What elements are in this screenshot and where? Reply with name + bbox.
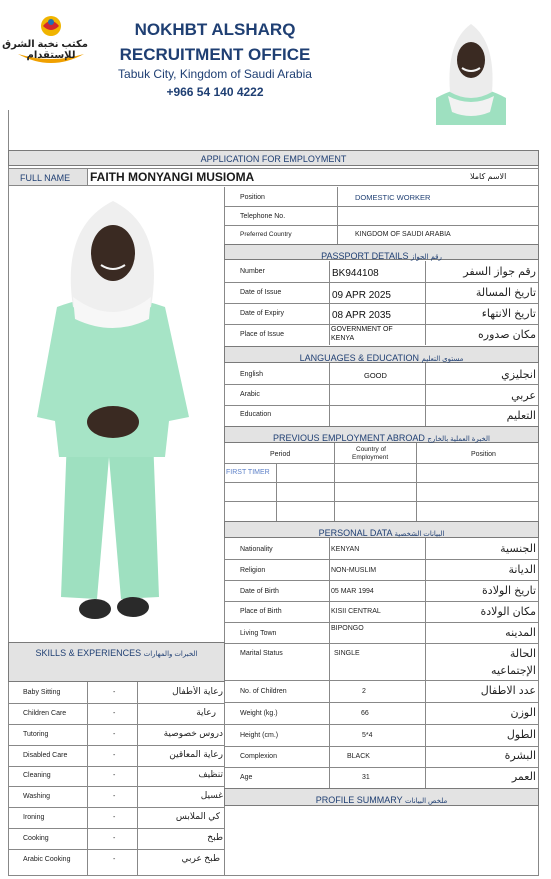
- country-header-2: Employment: [352, 454, 389, 461]
- skill-ironing-ar: كي الملابس: [175, 811, 220, 821]
- company-phone: +966 54 140 4222: [166, 85, 264, 99]
- nationality-label: Nationality: [240, 546, 273, 553]
- skill-tutoring-ar: دروس خصوصية: [163, 728, 223, 738]
- skill-cleaning-label: Cleaning: [23, 772, 51, 779]
- personal-title-text: PERSONAL DATA: [318, 528, 392, 538]
- skill-cooking-label: Cooking: [23, 835, 49, 842]
- english-value: GOOD: [364, 371, 387, 380]
- skill-arabic-cooking-ar: طبخ عربي: [181, 853, 220, 863]
- arabic-label: Arabic: [240, 391, 260, 398]
- age-label: Age: [240, 774, 253, 781]
- arabic-ar: عربي: [511, 390, 536, 402]
- skill-arabic-cooking-value: -: [113, 856, 116, 863]
- skill-washing-label: Washing: [23, 793, 50, 800]
- nationality-value: KENYAN: [331, 546, 360, 553]
- expiry-date-value: 08 APR 2035: [332, 310, 391, 321]
- place-of-issue-label: Place of Issue: [240, 331, 284, 338]
- issue-date-value: 09 APR 2025: [332, 290, 391, 301]
- english-label: English: [240, 371, 263, 378]
- preferred-country-value: KINGDOM OF SAUDI ARABIA: [355, 231, 451, 238]
- skill-disabled-care-ar: رعاية المعاقين: [169, 749, 223, 759]
- full-name-label: FULL NAME: [20, 173, 71, 183]
- profile-summary-title: [224, 788, 539, 806]
- place-of-issue-value-2: KENYA: [331, 335, 355, 342]
- languages-title: [224, 346, 539, 363]
- children-label: No. of Children: [240, 688, 287, 695]
- logo-subtext-ar: للإستقدام: [26, 50, 76, 61]
- living-town-label: Living Town: [240, 630, 277, 637]
- weight-value: 66: [361, 710, 369, 717]
- weight-label: Weight (kg.): [240, 710, 278, 717]
- skill-cleaning-ar: تنظيف: [198, 769, 223, 779]
- passport-number-label: Number: [240, 268, 265, 275]
- religion-label: Religion: [240, 567, 266, 574]
- passport-title: [224, 244, 539, 260]
- complexion-ar: البشرة: [504, 750, 536, 762]
- expiry-date-label: Date of Expiry: [240, 310, 284, 317]
- personal-title: [224, 521, 539, 538]
- employment-title-text: PREVIOUS EMPLOYMENT ABROAD: [273, 433, 425, 443]
- skill-washing-value: -: [113, 793, 116, 800]
- portrait-small: [418, 12, 524, 125]
- skill-baby-sitting-value: -: [113, 689, 116, 696]
- logo-text-ar: مكتب نخبة الشرق: [2, 39, 88, 50]
- skill-disabled-care-label: Disabled Care: [23, 752, 68, 759]
- age-value: 31: [362, 774, 370, 781]
- pob-value: KISII CENTRAL: [331, 608, 381, 615]
- marital-status-ar-1: الحالة: [509, 648, 536, 660]
- passport-number-ar: رقم جواز السفر: [463, 266, 536, 278]
- skill-tutoring-label: Tutoring: [23, 731, 49, 738]
- passport-title-text: PASSPORT DETAILS: [321, 251, 409, 261]
- skill-disabled-care-value: -: [113, 752, 116, 759]
- skill-children-care-value: -: [113, 710, 116, 717]
- education-ar: التعليم: [506, 410, 536, 422]
- passport-title-ar: رقم الجواز: [411, 254, 442, 261]
- place-of-issue-ar: مكان صدوره: [478, 329, 536, 341]
- personal-title-ar: البيانات الشخصية: [394, 531, 445, 538]
- profile-summary-title-ar: ملخص البيانات: [404, 798, 448, 805]
- skill-washing-ar: غسيل: [200, 790, 223, 800]
- form-title-text: APPLICATION FOR EMPLOYMENT: [200, 154, 347, 164]
- pob-ar: مكان الولادة: [480, 606, 536, 618]
- weight-ar: الوزن: [510, 707, 536, 719]
- company-city: Tabuk City, Kingdom of Saudi Arabia: [118, 67, 312, 81]
- applicant-photo-icon: [9, 187, 223, 642]
- skills-title: [8, 642, 225, 682]
- complexion-label: Complexion: [240, 753, 277, 760]
- pob-label: Place of Birth: [240, 608, 282, 615]
- issue-date-ar: تاريخ المسالة: [475, 287, 536, 299]
- skill-ironing-value: -: [113, 814, 116, 821]
- skill-cleaning-value: -: [113, 772, 116, 779]
- marital-status-value: SINGLE: [334, 650, 360, 657]
- dob-value: 05 MAR 1994: [331, 588, 374, 595]
- place-of-issue-value-1: GOVERNMENT OF: [331, 326, 393, 333]
- full-name-label-ar: الاسم كاملا: [470, 172, 507, 181]
- profile-summary-title-text: PROFILE SUMMARY: [315, 795, 403, 805]
- company-subtitle: RECRUITMENT OFFICE: [119, 45, 311, 64]
- full-name-value: FAITH MONYANGI MUSIOMA: [90, 170, 255, 184]
- country-header-1: Country of: [356, 446, 386, 453]
- height-value: 5*4: [362, 732, 373, 739]
- period-header: Period: [270, 451, 291, 458]
- position-label: Position: [240, 194, 265, 201]
- full-body-photo: [9, 187, 223, 642]
- skill-tutoring-value: -: [113, 731, 116, 738]
- skill-children-care-ar: رعاية: [196, 707, 216, 717]
- skill-children-care-label: Children Care: [23, 710, 67, 717]
- age-ar: العمر: [511, 771, 536, 783]
- skill-ironing-label: Ironing: [23, 814, 45, 821]
- portrait-photo-icon: [418, 12, 524, 125]
- passport-number-value: BK944108: [332, 268, 379, 279]
- living-town-ar: المدينه: [505, 627, 536, 639]
- company-logo: [2, 14, 90, 66]
- employment-title: [224, 426, 539, 443]
- height-label: Height (cm.): [240, 732, 279, 739]
- position-header: Position: [471, 451, 496, 458]
- languages-title-ar: مستوى التعليم: [421, 356, 464, 363]
- marital-status-ar-2: الإجتماعيه: [491, 665, 536, 677]
- skills-title-ar: الخبرات والمهارات: [143, 651, 198, 658]
- languages-title-text: LANGUAGES & EDUCATION: [299, 353, 420, 363]
- religion-value: NON-MUSLIM: [331, 567, 377, 574]
- skill-cooking-ar: طبخ: [207, 832, 223, 842]
- children-value: 2: [362, 688, 366, 695]
- telephone-label: Telephone No.: [240, 213, 286, 220]
- skill-arabic-cooking-label: Arabic Cooking: [23, 856, 71, 863]
- first-timer-text: FIRST TIMER: [226, 469, 270, 476]
- english-ar: انجليزي: [501, 369, 536, 381]
- living-town-value: BIPONGO: [331, 625, 364, 632]
- skill-baby-sitting-label: Baby Sitting: [23, 689, 61, 696]
- skill-baby-sitting-ar: رعاية الأطفال: [172, 686, 223, 696]
- marital-status-label: Marital Status: [240, 650, 283, 657]
- nationality-ar: الجنسية: [500, 543, 536, 555]
- height-ar: الطول: [506, 729, 536, 741]
- skills-title-text: SKILLS & EXPERIENCES: [35, 648, 142, 658]
- preferred-country-label: Preferred Country: [240, 231, 292, 238]
- religion-ar: الديانة: [508, 564, 536, 576]
- children-ar: عدد الاطفال: [480, 685, 536, 697]
- skill-cooking-value: -: [113, 835, 116, 842]
- education-label: Education: [240, 411, 272, 418]
- form-title: [8, 150, 539, 166]
- issue-date-label: Date of Issue: [240, 289, 282, 296]
- company-name: NOKHBT ALSHARQ: [134, 20, 296, 39]
- expiry-date-ar: تاريخ الانتهاء: [481, 308, 536, 320]
- complexion-value: BLACK: [347, 753, 370, 760]
- employment-title-ar: الخبرة العملية بالخارج: [427, 436, 490, 443]
- dob-label: Date of Birth: [240, 588, 279, 595]
- position-value: DOMESTIC WORKER: [355, 193, 431, 202]
- frame-bottom: [8, 875, 539, 876]
- dob-ar: تاريخ الولادة: [482, 585, 536, 597]
